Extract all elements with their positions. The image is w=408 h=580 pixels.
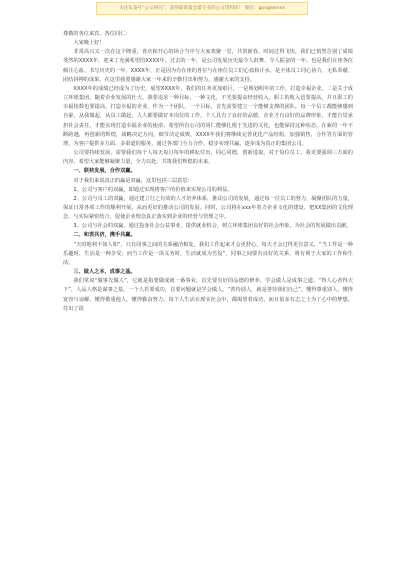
document-body <box>63 30 353 314</box>
section-2-paragraph: “天时地利不如人和”，只有同事之间的关系融洽相处，我们工作起来才会更舒心，每天才会过得更有意义。“当工作是一种乐趣时，生活是一种享受；而当工作是一项义务时，生活就成为苦役”，同事之间要有良好的关系，将有利于大家的工作和生活。 <box>63 241 353 266</box>
section-1-item-3: 3、公司与社会的双赢，通过投身社会公益事业，提供就业机会，树立环球集团良好的社会形象，为社会的发展做出贡献。 <box>73 223 352 230</box>
section-heading-2: 二、和衷共济，携手共赢。 <box>73 232 136 239</box>
salutation: 尊敬的各位来宾、各位同仁： <box>63 31 131 37</box>
section-1-item-2: 2、公司与员工的双赢，通过建立行之有效的人才培养体系，推动公司的发展，通过每一位员工的努力，凝聚团队的力量，保证日常各项工作的顺利开展，从而更好的推动公司的发展。同时，公司将在xxx年着力企业文化的建设，把XX集团的文化理念，与实际紧密结合，促使企业理念真正落实到企业的经营与管理之中。 <box>63 195 353 221</box>
paragraph-2: XXXX年的成绩已经成为了历史，展望XXXX年，我们的任务更加艰巨，一是规划明年的工作，打造幸福企业。二是关于成立环球集团。随着企业发展的壮大，我要追求一种目标、一种文化，不光要提高经营收入，职工的收入也要提高，并且职工的幸福指数也要提高，打造幸福的企业。作为一个团队，一个目标，首先需要建立一个能够支撑的团队，每一个员工都能够感到自豪，从我做起，从员工做起，人人都要做好本岗位的工作，个人具有了良好的品德，企业才有良好的品牌形象，才能自觉承担社会责任，才能实现打造幸福企业的使命。希望所有公司的同仁能够扎根于先进的文化，也能保持这种状态，在新的一年不断跨越，再创新的辉煌，战略决定方向，细节决定成败，XXXX年我们将继续完善优化产品结构，加强销售，合作等方面的管理，为客户提供多方面、多渠道的服务，通过各部门全力合作，稳步实现共赢，逐步成为真正的集团公司。 <box>63 85 353 147</box>
section-1-intro: 对于我们来说真正的赢是双赢，这里包括三层意思： <box>73 177 193 184</box>
section-heading-1: 一、联袂发展，合作双赢。 <box>73 168 136 175</box>
section-heading-3: 三、做人之本，成事之基。 <box>73 269 136 276</box>
greeting: 大家晚上好！ <box>73 40 105 47</box>
paragraph-1: 非常高兴又一次在这个隆重、喜庆和开心的场合当中与大家欢聚一堂，共贺新春。时间过得飞快，我们已悄然告别了成绩斐然的XXXX年，迎来了充满希望的XXXX年。过去的一年，是公司发展历史最令人鼓舞、令人振奋的一年，也是我们在座各位倾注心血、书写历史的一年。XXXX年，正是因为有在座的各位与在座位员工们心血和汗水，是全体员工同心协力、无私奉献、团结拼搏的成果。在这里我要感谢大家一年来的辛勤付出和努力，感谢大家的支持。 <box>63 49 353 83</box>
paragraph-3: 公司要持续发展，需要我们每个人每天每月每年的耕耘付出，同心同德，创新进取。对于每位员工，我更要强调三方面的内容，希望大家能够凝聚力量，全力以赴，共筑我们辉煌的未来。 <box>63 150 353 166</box>
header-promo-banner: 关注头条号“公文研究”，获得最新最全最专业的公文资料库！ 微信：gongwenxx <box>96 2 308 15</box>
section-1-item-1: 1、公司与客户的双赢，即通过实现将客户的价值来实现公司的利益。 <box>73 186 233 193</box>
section-3-paragraph: 我们常说“做事先做人”，它就是指要做成就一番事业，首先要有好的品德的修养，学会做人是成事之道。“得人心者得天下”，人品人格是谋事之基，一个人若要成功，首要问题就是学会做人。“善待别人，就是善待我们自己”，懂得尊重别人，懂得宽容与谅解，懂得敬重他人，懂得勤奋努力。每个人生活在现实社会中，都渴望着成功，而且很多有志之士为了心中的梦想，付出了很 <box>63 278 353 312</box>
